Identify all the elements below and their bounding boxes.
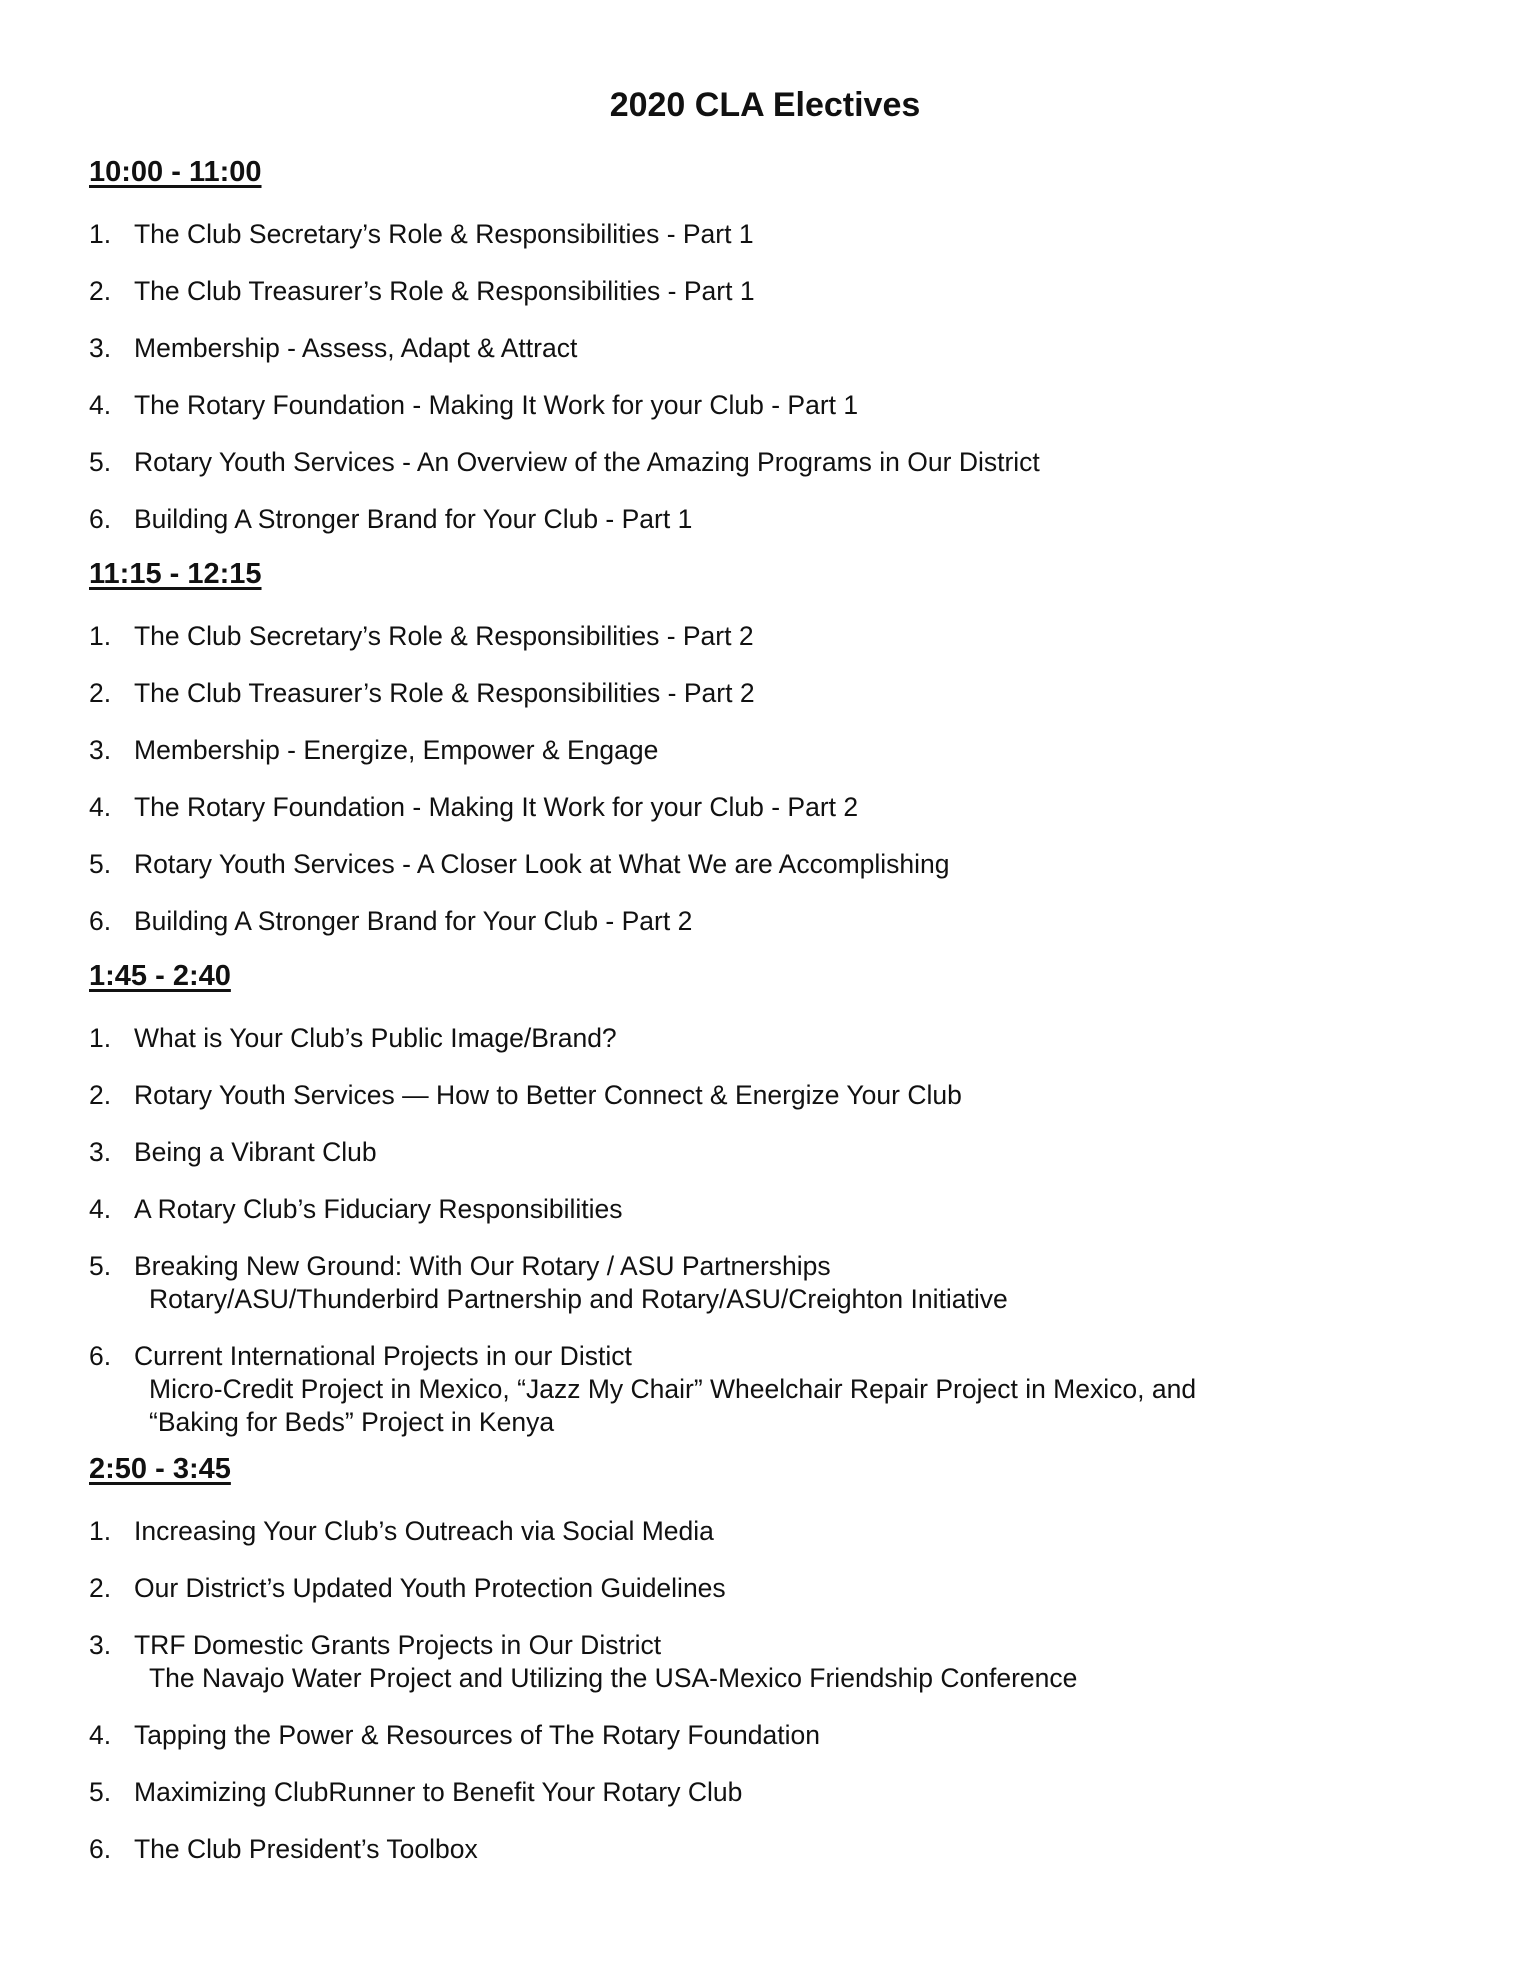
- list-item-number: 1.: [89, 1023, 112, 1053]
- session-section: [89, 150, 1040, 536]
- list-item: [89, 1629, 1077, 1695]
- list-item: [89, 1515, 1077, 1548]
- list-item: [89, 1250, 1196, 1316]
- list-item-number: 3.: [89, 735, 112, 765]
- list-item-number: 2.: [89, 1573, 112, 1603]
- list-item-number: 6.: [89, 504, 112, 534]
- list-item-number: 3.: [89, 1137, 112, 1167]
- list-item-title: Current International Projects in our Distict: [134, 1341, 632, 1371]
- list-item: [89, 1719, 1077, 1752]
- list-item-title: The Rotary Foundation - Making It Work for your Club - Part 1: [134, 390, 859, 420]
- list-item-title: Increasing Your Club’s Outreach via Social Media: [134, 1516, 714, 1546]
- list-item-title: Breaking New Ground: With Our Rotary / ASU Partnerships: [134, 1251, 831, 1281]
- list-item-number: 3.: [89, 333, 112, 363]
- list-item: [89, 1340, 1196, 1439]
- list-item: [89, 1572, 1077, 1605]
- list-item-subtitle: Rotary/ASU/Thunderbird Partnership and Rotary/ASU/Creighton Initiative: [149, 1284, 1008, 1314]
- list-item: [89, 275, 1040, 308]
- list-item-number: 5.: [89, 1251, 112, 1281]
- list-item-title: A Rotary Club’s Fiduciary Responsibilities: [134, 1194, 623, 1224]
- list-item-title: TRF Domestic Grants Projects in Our District: [134, 1630, 662, 1660]
- list-item-number: 2.: [89, 678, 112, 708]
- list-item-number: 4.: [89, 1194, 112, 1224]
- list-item-number: 2.: [89, 276, 112, 306]
- list-item-number: 4.: [89, 1720, 112, 1750]
- list-item: [89, 677, 950, 710]
- list-item-number: 1.: [89, 219, 112, 249]
- list-item-title: Building A Stronger Brand for Your Club - Part 2: [134, 906, 693, 936]
- list-item-number: 6.: [89, 1834, 112, 1864]
- list-item: [89, 1776, 1077, 1809]
- list-item-subtitle: The Navajo Water Project and Utilizing the USA-Mexico Friendship Conference: [149, 1663, 1078, 1693]
- list-item: [89, 1136, 1196, 1169]
- session-time-header: 10:00 - 11:00: [89, 156, 262, 188]
- list-item: [89, 791, 950, 824]
- list-item: [89, 734, 950, 767]
- list-item-number: 4.: [89, 390, 112, 420]
- session-time-header: 1:45 - 2:40: [89, 960, 231, 992]
- list-item-number: 5.: [89, 849, 112, 879]
- list-item: [89, 389, 1040, 422]
- list-item-title: The Club President’s Toolbox: [134, 1834, 478, 1864]
- list-item-title: Tapping the Power & Resources of The Rotary Foundation: [134, 1720, 820, 1750]
- list-item: [89, 446, 1040, 479]
- list-item-title: Rotary Youth Services — How to Better Connect & Energize Your Club: [134, 1080, 962, 1110]
- list-item: [89, 1193, 1196, 1226]
- list-item-number: 5.: [89, 1777, 112, 1807]
- list-item-title: Being a Vibrant Club: [134, 1137, 377, 1167]
- session-section: [89, 954, 1196, 1439]
- page-title: 2020 CLA Electives: [609, 86, 921, 124]
- list-item: [89, 503, 1040, 536]
- list-item-number: 5.: [89, 447, 112, 477]
- list-item-title: What is Your Club’s Public Image/Brand?: [134, 1023, 617, 1053]
- list-item-number: 4.: [89, 792, 112, 822]
- list-item: [89, 905, 950, 938]
- list-item-number: 1.: [89, 1516, 112, 1546]
- list-item-title: Membership - Assess, Adapt & Attract: [134, 333, 578, 363]
- list-item-number: 2.: [89, 1080, 112, 1110]
- session-time-header: 2:50 - 3:45: [89, 1453, 231, 1485]
- list-item-number: 6.: [89, 906, 112, 936]
- list-item-number: 3.: [89, 1630, 112, 1660]
- list-item-title: The Club Treasurer’s Role & Responsibilities - Part 2: [134, 678, 755, 708]
- session-section: [89, 1447, 1077, 1866]
- list-item-title: The Rotary Foundation - Making It Work for your Club - Part 2: [134, 792, 859, 822]
- list-item-title: Rotary Youth Services - A Closer Look at What We are Accomplishing: [134, 849, 950, 879]
- list-item-title: The Club Secretary’s Role & Responsibilities - Part 2: [134, 621, 754, 651]
- list-item-number: 6.: [89, 1341, 112, 1371]
- list-item: [89, 1079, 1196, 1112]
- session-time-header: 11:15 - 12:15: [89, 558, 262, 590]
- list-item-title: The Club Secretary’s Role & Responsibilities - Part 1: [134, 219, 754, 249]
- list-item-title: Membership - Energize, Empower & Engage: [134, 735, 659, 765]
- list-item-number: 1.: [89, 621, 112, 651]
- list-item: [89, 332, 1040, 365]
- list-item-title: Building A Stronger Brand for Your Club - Part 1: [134, 504, 693, 534]
- list-item-title: Rotary Youth Services - An Overview of the Amazing Programs in Our District: [134, 447, 1040, 477]
- list-item-subtitle: “Baking for Beds” Project in Kenya: [149, 1407, 555, 1437]
- list-item: [89, 848, 950, 881]
- list-item: [89, 218, 1040, 251]
- list-item: [89, 620, 950, 653]
- list-item-title: The Club Treasurer’s Role & Responsibilities - Part 1: [134, 276, 755, 306]
- list-item-title: Our District’s Updated Youth Protection Guidelines: [134, 1573, 726, 1603]
- session-section: [89, 552, 950, 938]
- list-item: [89, 1022, 1196, 1055]
- list-item-subtitle: Micro-Credit Project in Mexico, “Jazz My Chair” Wheelchair Repair Project in Mexico, and: [149, 1374, 1197, 1404]
- list-item: [89, 1833, 1077, 1866]
- list-item-title: Maximizing ClubRunner to Benefit Your Rotary Club: [134, 1777, 743, 1807]
